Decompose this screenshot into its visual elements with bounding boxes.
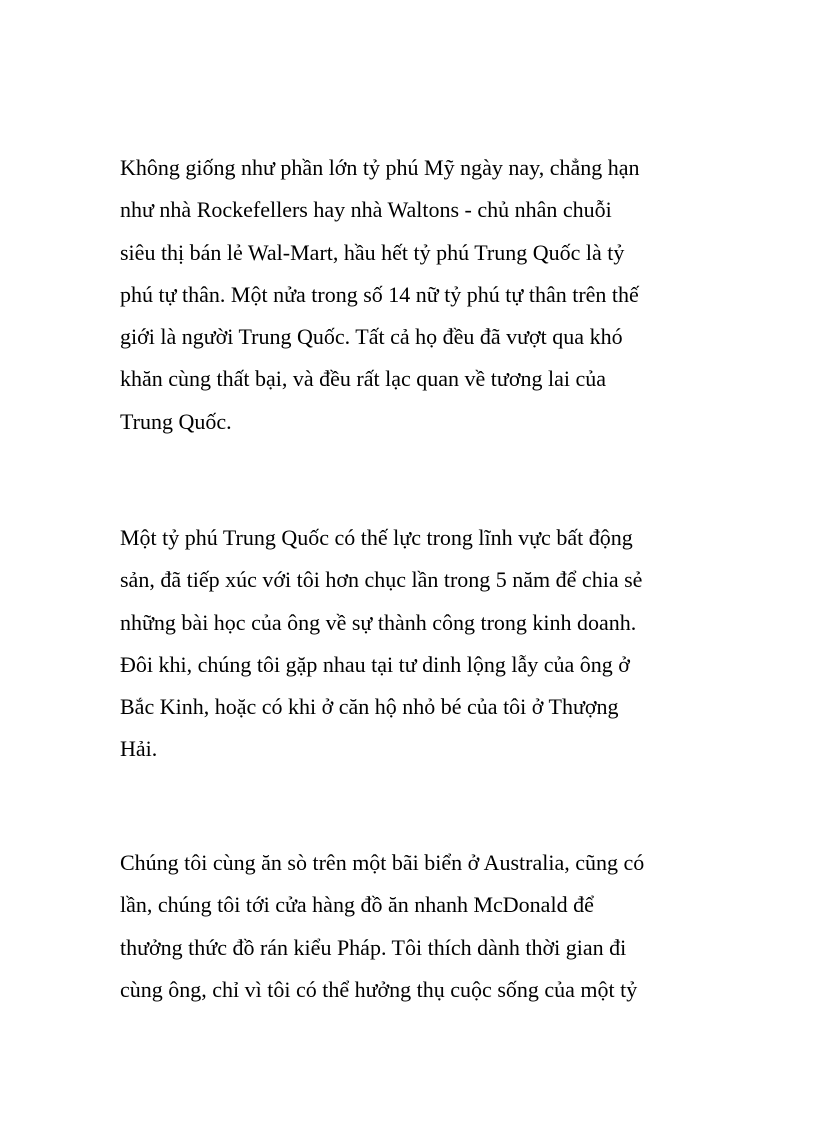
paragraph-line: thưởng thức đồ rán kiểu Pháp. Tôi thích dành thời gian đi bbox=[120, 934, 627, 960]
paragraph-line: Hải. bbox=[120, 736, 158, 762]
paragraph-line: Một tỷ phú Trung Quốc có thế lực trong lĩnh vực bất động bbox=[120, 525, 633, 550]
paragraph-1 bbox=[120, 147, 640, 443]
paragraph-line: cùng ông, chỉ vì tôi có thể hưởng thụ cuộc sống của một tỷ bbox=[120, 976, 638, 1002]
paragraph-line: giới là người Trung Quốc. Tất cả họ đều đã vượt qua khó bbox=[120, 324, 623, 350]
paragraph-line: những bài học của ông về sự thành công trong kinh doanh. bbox=[120, 609, 637, 635]
paragraph-line: Chúng tôi cùng ăn sò trên một bãi biển ở Australia, cũng có bbox=[120, 850, 645, 875]
paragraph-line: phú tự thân. Một nửa trong số 14 nữ tỷ phú tự thân trên thế bbox=[120, 281, 639, 307]
paragraph-line: lần, chúng tôi tới cửa hàng đồ ăn nhanh McDonald để bbox=[120, 892, 594, 918]
paragraph-2 bbox=[120, 517, 642, 771]
paragraph-3 bbox=[120, 842, 644, 1011]
paragraph-line: sản, đã tiếp xúc với tôi hơn chục lần trong 5 năm để chia sẻ bbox=[120, 567, 643, 593]
paragraph-line: Đôi khi, chúng tôi gặp nhau tại tư dinh lộng lẫy của ông ở bbox=[120, 651, 630, 677]
paragraph-line: Trung Quốc. bbox=[120, 408, 232, 434]
paragraph-line: Không giống như phần lớn tỷ phú Mỹ ngày nay, chẳng hạn bbox=[120, 155, 640, 180]
paragraph-line: khăn cùng thất bại, và đều rất lạc quan về tương lai của bbox=[120, 366, 606, 392]
paragraph-line: như nhà Rockefellers hay nhà Waltons - chủ nhân chuỗi bbox=[120, 197, 612, 223]
paragraph-line: Bắc Kinh, hoặc có khi ở căn hộ nhỏ bé của tôi ở Thượng bbox=[120, 694, 619, 720]
paragraph-line: siêu thị bán lẻ Wal-Mart, hầu hết tỷ phú Trung Quốc là tỷ bbox=[120, 239, 625, 265]
